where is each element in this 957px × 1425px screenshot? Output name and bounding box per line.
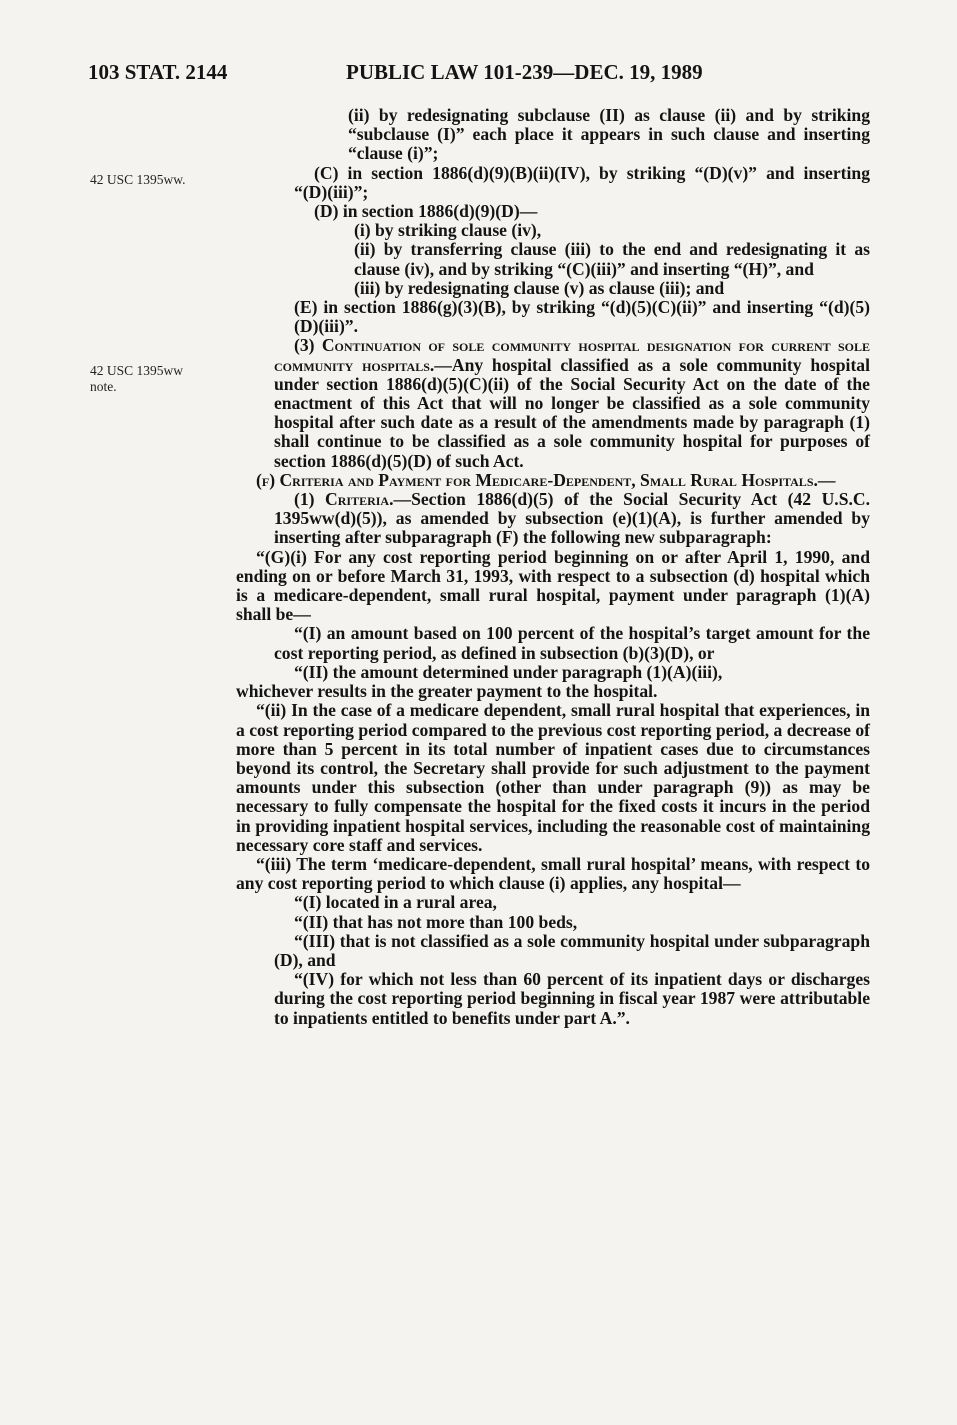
- paragraph: (E) in section 1886(g)(3)(B), by striking “(d)(5)(C)(ii)” and inserting “(d)(5)(D)(iii)”.: [294, 297, 870, 337]
- paragraph: [236, 336, 870, 470]
- paragraph-heading: (3) Continuation of sole community hospital designation for current sole community hospitals.: [274, 335, 870, 375]
- paragraph: “(I) located in a rural area,: [294, 892, 497, 913]
- paragraph: (iii) by redesignating clause (v) as clause (iii); and: [354, 277, 725, 298]
- paragraph: “(iii) The term ‘medicare-dependent, small rural hospital’ means, with respect to any cost reporting period to which clause (i) applies, any hospital—: [236, 853, 870, 894]
- paragraph: whichever results in the greater payment to the hospital.: [236, 681, 658, 702]
- public-law-title: PUBLIC LAW 101-239—DEC. 19, 1989: [346, 60, 703, 84]
- paragraph-text: —Section 1886(d)(5) of the Social Security Act (42 U.S.C. 1395ww(d)(5)), as amended by subsection (e)(1)(A), is further amended by inserting after subparagraph (F) the following new subparagraph:: [274, 489, 870, 548]
- paragraph: “(G)(i) For any cost reporting period beginning on or after April 1, 1990, and ending on or before March 31, 1993, with respect to a subsection (d) hospital which is a medicare-dependent, small rural hospital, payment under paragraph (1)(A) shall be—: [236, 546, 870, 625]
- paragraph: “(ii) In the case of a medicare dependent, small rural hospital that experiences, in a cost reporting period compared to the previous cost reporting period, a decrease of more than 5 percent in its total number of inpatient cases due to circumstances beyond its control, the Secretary shall provide for such adjustment to the payment amounts under this subsection (other than under paragraph (9)) as may be necessary to fully compensate the hospital for the fixed costs it incurs in the period in providing inpatient hospital services, including the reasonable cost of maintaining necessary core staff and services.: [236, 700, 870, 855]
- paragraph: (C) in section 1886(d)(9)(B)(ii)(IV), by striking “(D)(v)” and inserting “(D)(iii)”;: [294, 162, 870, 202]
- page-header: [88, 60, 868, 90]
- paragraph-text: —Any hospital classified as a sole community hospital under section 1886(d)(5)(C)(ii) of the Social Security Act on the date of the enactment of this Act that will no longer be classified as a sole community hospital after such date as a result of the amendments made by paragraph (1) shall continue to be classified as a sole community hospital for purposes of section 1886(d)(5)(D) of such Act.: [274, 354, 870, 471]
- paragraph: [236, 490, 870, 548]
- paragraph: (i) by striking clause (iv),: [354, 220, 542, 241]
- paragraph: (ii) by transferring clause (iii) to the end and redesignating it as clause (iv), and by striking “(C)(iii)” and inserting “(H)”, and: [354, 239, 870, 279]
- paragraph: “(II) the amount determined under paragraph (1)(A)(iii),: [294, 661, 723, 682]
- statute-page-number: 103 STAT. 2144: [88, 60, 228, 84]
- paragraph: “(III) that is not classified as a sole community hospital under subparagraph (D), and: [274, 930, 870, 970]
- margin-note-usc-note: [90, 363, 183, 395]
- paragraph: (ii) by redesignating subclause (II) as clause (ii) and by striking “subclause (I)” each place it appears in such clause and inserting “clause (i)”;: [348, 105, 870, 164]
- paragraph: “(II) that has not more than 100 beds,: [294, 911, 578, 932]
- paragraph: (D) in section 1886(d)(9)(D)—: [314, 201, 538, 222]
- paragraph-heading: (1) Criteria.: [294, 489, 394, 510]
- margin-note-line: note.: [90, 379, 117, 394]
- paragraph: “(I) an amount based on 100 percent of the hospital’s target amount for the cost reporting period, as defined in subsection (b)(3)(D), or: [274, 623, 870, 663]
- margin-note-line: 42 USC 1395ww: [90, 363, 184, 378]
- margin-note-usc: 42 USC 1395ww.: [90, 172, 186, 187]
- document-body: [236, 106, 870, 1028]
- section-heading: (f) Criteria and Payment for Medicare-Dependent, Small Rural Hospitals.—: [256, 469, 836, 490]
- paragraph: “(IV) for which not less than 60 percent of its inpatient days or discharges during the cost reporting period beginning in fiscal year 1987 were attributable to inpatients entitled to benefits under part A.”.: [274, 969, 870, 1028]
